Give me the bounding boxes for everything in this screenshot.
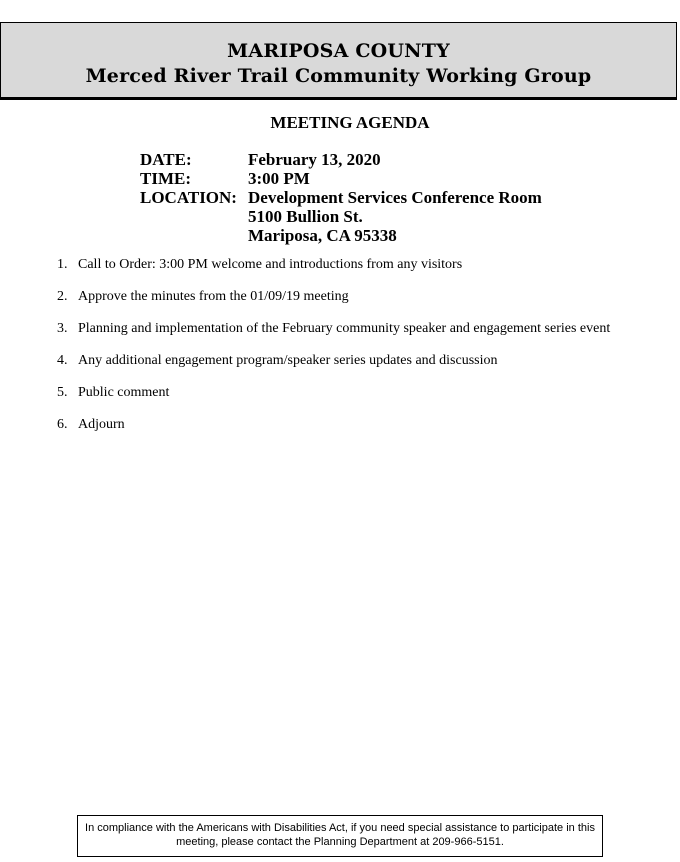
document-header <box>0 22 677 98</box>
item-text: Any additional engagement program/speaker series updates and discussion <box>78 353 498 368</box>
agenda-heading: MEETING AGENDA <box>270 113 430 132</box>
item-text: Planning and implementation of the February community speaker and engagement series event <box>78 321 611 336</box>
date-value: February 13, 2020 <box>248 150 381 169</box>
county-title: MARIPOSA COUNTY <box>227 40 450 62</box>
group-title: Merced River Trail Community Working Group <box>85 65 592 87</box>
item-number: 5. <box>57 385 68 400</box>
item-text: Approve the minutes from the 01/09/19 meeting <box>78 289 349 304</box>
time-value: 3:00 PM <box>248 169 310 188</box>
item-text: Public comment <box>78 385 170 400</box>
item-text: Adjourn <box>78 417 125 432</box>
date-row <box>140 150 542 169</box>
location-row-3 <box>140 226 542 245</box>
date-label: DATE: <box>140 150 192 169</box>
location-label: LOCATION: <box>140 188 237 207</box>
list-item <box>57 353 610 385</box>
list-item <box>57 321 610 353</box>
list-item <box>57 257 610 289</box>
list-item <box>57 289 610 321</box>
item-number: 1. <box>57 257 68 272</box>
item-number: 6. <box>57 417 68 432</box>
item-number: 3. <box>57 321 68 336</box>
list-item <box>57 385 610 417</box>
item-number: 4. <box>57 353 68 368</box>
time-row <box>140 169 542 188</box>
agenda-list <box>57 257 610 449</box>
location-row <box>140 188 542 207</box>
item-text: Call to Order: 3:00 PM welcome and introductions from any visitors <box>78 257 463 272</box>
meeting-details <box>140 150 542 245</box>
location-row-2 <box>140 207 542 226</box>
ada-notice-line2: meeting, please contact the Planning Department at 209-966-5151. <box>176 836 504 848</box>
ada-notice <box>77 815 603 857</box>
location-line1: Development Services Conference Room <box>248 188 542 207</box>
location-line3: Mariposa, CA 95338 <box>248 226 397 245</box>
location-line2: 5100 Bullion St. <box>248 207 363 226</box>
list-item <box>57 417 610 449</box>
time-label: TIME: <box>140 169 191 188</box>
ada-notice-line1: In compliance with the Americans with Disabilities Act, if you need special assistance to participate in this <box>85 822 595 834</box>
item-number: 2. <box>57 289 68 304</box>
